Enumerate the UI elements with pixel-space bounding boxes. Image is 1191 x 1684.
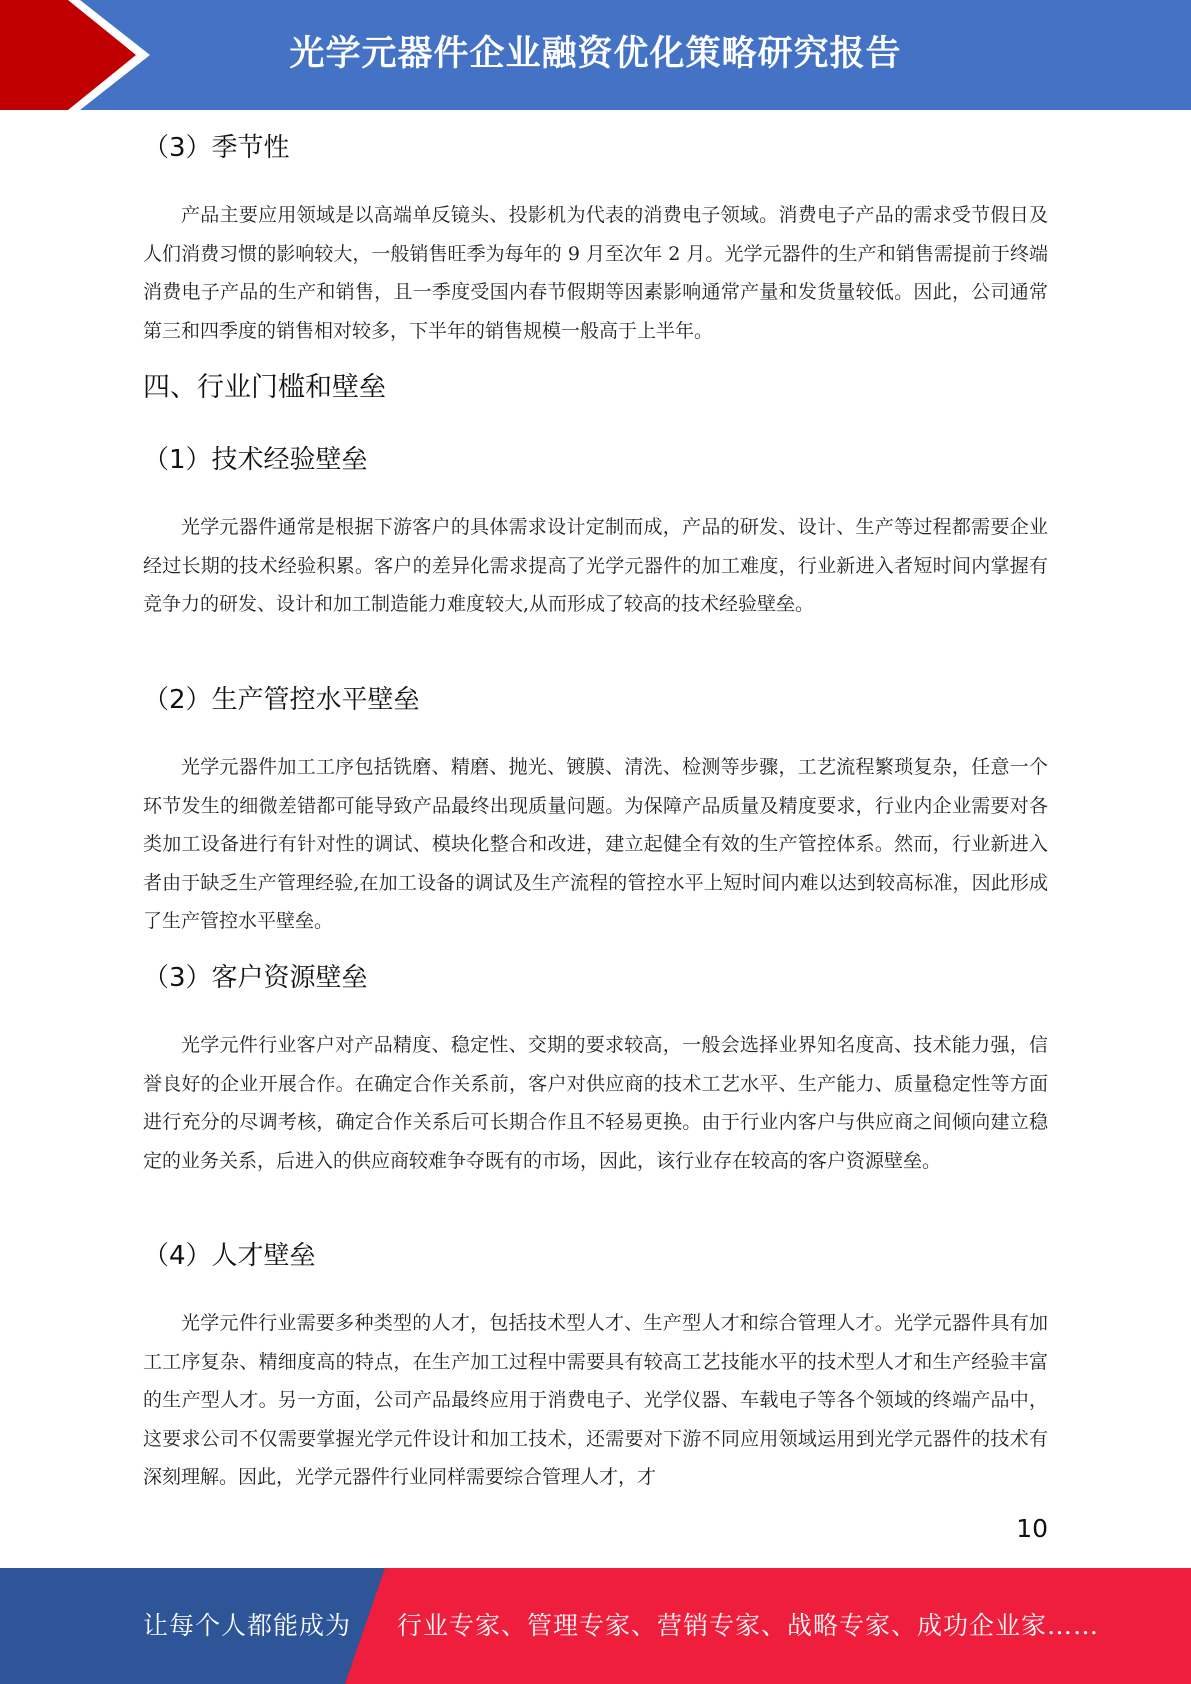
tech-barrier-paragraph: 光学元器件通常是根据下游客户的具体需求设计定制而成，产品的研发、设计、生产等过程都需要企业经过长期的技术经验积累。客户的差异化需求提高了光学元器件的加工难度，行业新进入者短时间内掌握有竞争力的研发、设计和加工制造能力难度较大,从而形成了较高的技术经验壁垒。: [143, 516, 1048, 615]
page-header: [0, 0, 1191, 110]
customer-barrier-heading: （3）客户资源壁垒: [143, 963, 368, 993]
talent-barrier-paragraph: 光学元件行业需要多种类型的人才，包括技术型人才、生产型人才和综合管理人才。光学元器件具有加工工序复杂、精细度高的特点，在生产加工过程中需要具有较高工艺技能水平的技术型人才和生产经验丰富的生产型人才。另一方面，公司产品最终应用于消费电子、光学仪器、车载电子等各个领域的终端产品中，这要求公司不仅需要掌握光学元件设计和加工技术，还需要对下游不同应用领域运用到光学元器件的技术有深刻理解。因此，光学元器件行业同样需要综合管理人才，才: [143, 1312, 1048, 1488]
report-title: 光学元器件企业融资优化策略研究报告: [289, 34, 902, 74]
customer-barrier-paragraph: 光学元件行业客户对产品精度、稳定性、交期的要求较高，一般会选择业界知名度高、技术能力强，信誉良好的企业开展合作。在确定合作关系前，客户对供应商的技术工艺水平、生产能力、质量稳定性等方面进行充分的尽调考核，确定合作关系后可长期合作且不轻易更换。由于行业内客户与供应商之间倾向建立稳定的业务关系，后进入的供应商较难争夺既有的市场，因此，该行业存在较高的客户资源壁垒。: [143, 1034, 1048, 1172]
tech-barrier-heading: （1）技术经验壁垒: [143, 445, 368, 475]
footer-slogan-right: 行业专家、管理专家、营销专家、战略专家、成功企业家……: [397, 1611, 1100, 1640]
production-barrier-paragraph: 光学元器件加工工序包括铣磨、精磨、抛光、镀膜、清洗、检测等步骤，工艺流程繁琐复杂，任意一个环节发生的细微差错都可能导致产品最终出现质量问题。为保障产品质量及精度要求，行业内企业需要对各类加工设备进行有针对性的调试、模块化整合和改进，建立起健全有效的生产管控体系。然而，行业新进入者由于缺乏生产管理经验,在加工设备的调试及生产流程的管控水平上短时间内难以达到较高标准，因此形成了生产管控水平壁垒。: [143, 756, 1048, 932]
barriers-section-heading: 四、行业门槛和壁垒: [143, 372, 386, 403]
seasonality-paragraph: 产品主要应用领域是以高端单反镜头、投影机为代表的消费电子领域。消费电子产品的需求受节假日及人们消费习惯的影响较大，一般销售旺季为每年的 9 月至次年 2 月。光学元器件的生产和销售需提前于终端消费电子产品的生产和销售，且一季度受国内春节假期等因素影响通常产量和发货量较低。因此，公司通常第三和四季度的销售相对较多，下半年的销售规模一般高于上半年。: [143, 204, 1048, 342]
header-arrow-icon: [0, 0, 140, 110]
seasonality-heading: （3）季节性: [143, 133, 290, 163]
talent-barrier-heading: （4）人才壁垒: [143, 1241, 316, 1271]
page-footer: [0, 1568, 1191, 1684]
production-barrier-heading: （2）生产管控水平壁垒: [143, 685, 420, 715]
page-number: 10: [1016, 1514, 1048, 1543]
footer-slogan-left: 让每个人都能成为: [143, 1611, 352, 1640]
